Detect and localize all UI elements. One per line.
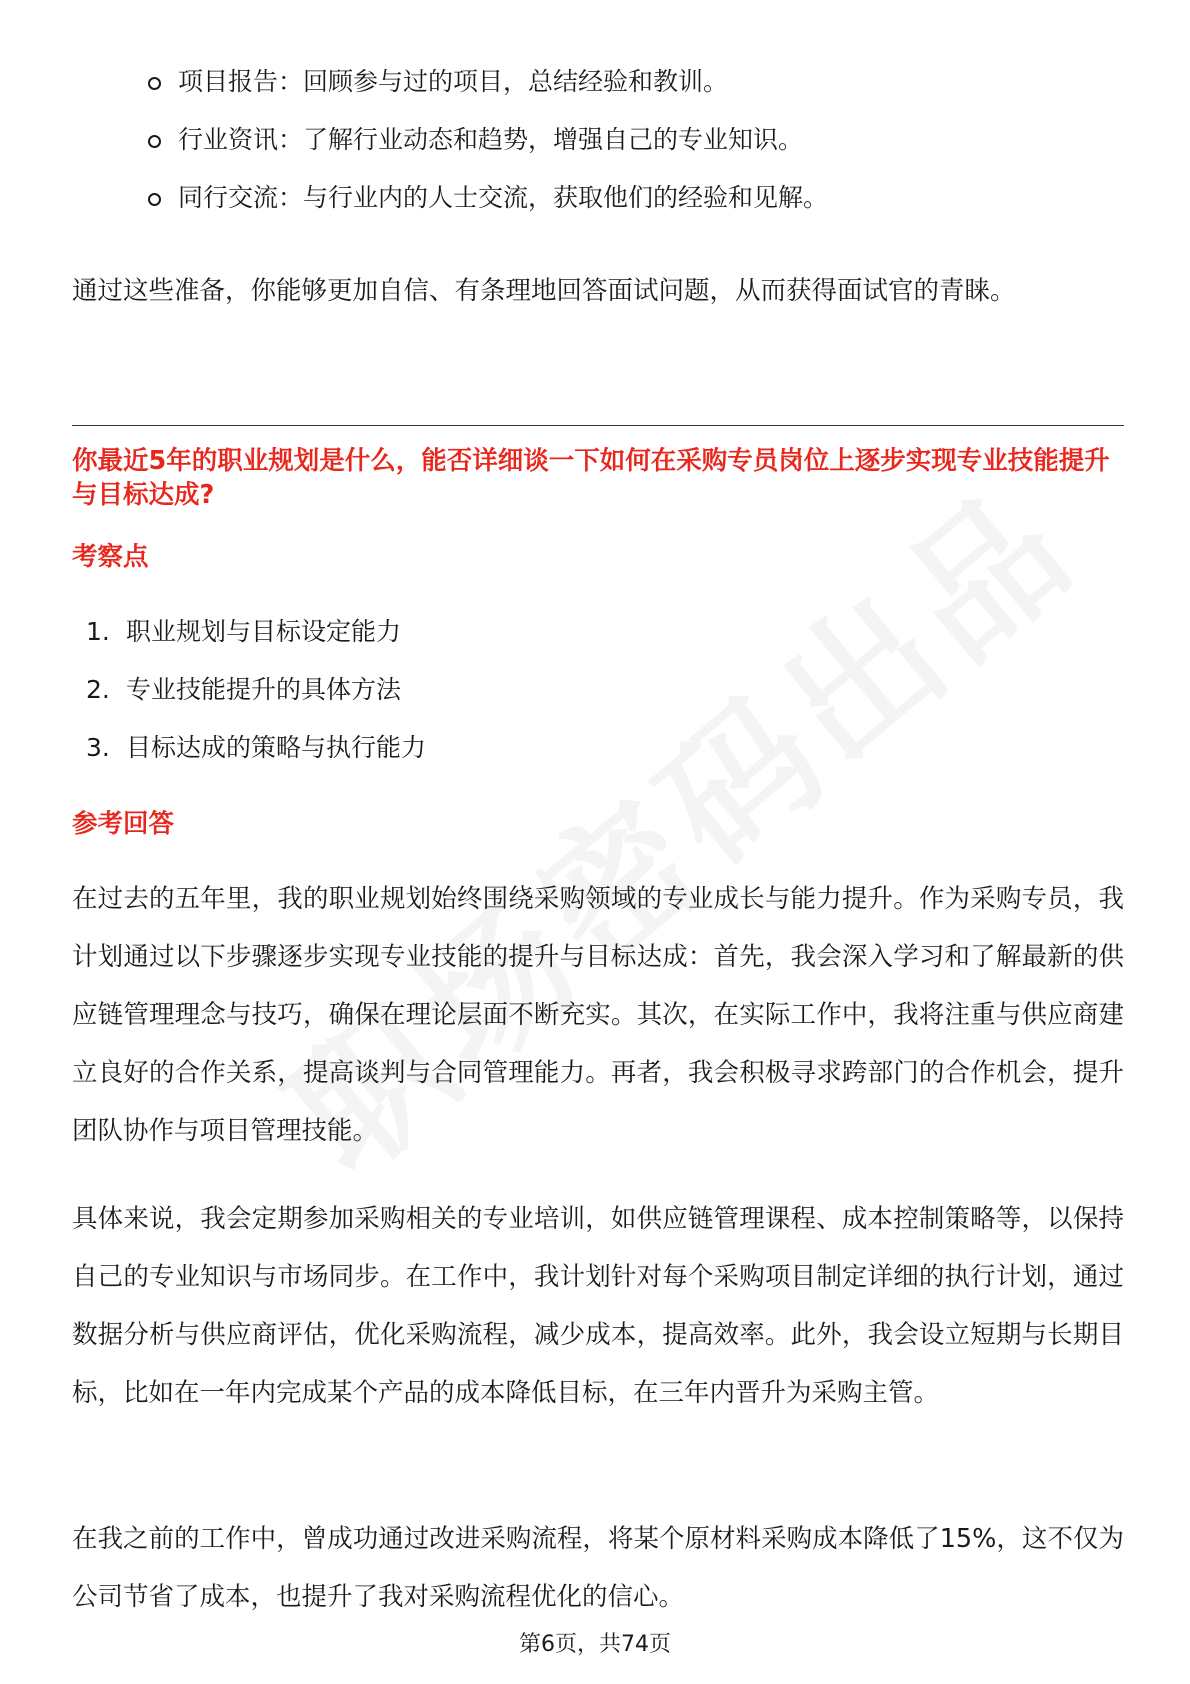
list-item: 行业资讯：了解行业动态和趋势，增强自己的专业知识。 (148, 120, 1048, 178)
list-item: 项目报告：回顾参与过的项目，总结经验和教训。 (148, 62, 1048, 120)
top-bullet-list (148, 62, 1048, 236)
bullet-circle-icon (148, 135, 161, 148)
list-item: 同行交流：与行业内的人士交流，获取他们的经验和见解。 (148, 178, 1048, 236)
intro-conclusion-paragraph: 通过这些准备，你能够更加自信、有条理地回答面试问题，从而获得面试官的青睐。 (72, 276, 1016, 306)
bullet-circle-icon (148, 77, 161, 90)
list-item: 3. 目标达成的策略与执行能力 (86, 733, 427, 762)
list-item: 1. 职业规划与目标设定能力 (86, 617, 402, 646)
question-heading: 你最近5年的职业规划是什么，能否详细谈一下如何在采购专员岗位上逐步实现专业技能提升与目标达成? (72, 446, 1110, 510)
bullet-circle-icon (148, 193, 161, 206)
focus-list (86, 612, 986, 786)
focus-section-title: 考察点 (72, 542, 149, 572)
section-divider (72, 425, 1124, 426)
answer-section-title: 参考回答 (72, 809, 175, 839)
page-footer: 第6页，共74页 (519, 1632, 671, 1657)
answer-paragraph-1: 在过去的五年里，我的职业规划始终围绕采购领域的专业成长与能力提升。作为采购专员，我计划通过以下步骤逐步实现专业技能的提升与目标达成：首先，我会深入学习和了解最新的供应链管理理念与技巧，确保在理论层面不断充实。其次，在实际工作中，我将注重与供应商建立良好的合作关系，提高谈判与合同管理能力。再者，我会积极寻求跨部门的合作机会，提升团队协作与项目管理技能。 (72, 884, 1124, 1146)
answer-paragraph-2: 具体来说，我会定期参加采购相关的专业培训，如供应链管理课程、成本控制策略等，以保持自己的专业知识与市场同步。在工作中，我计划针对每个采购项目制定详细的执行计划，通过数据分析与供应商评估，优化采购流程，减少成本，提高效率。此外，我会设立短期与长期目标，比如在一年内完成某个产品的成本降低目标，在三年内晋升为采购主管。 (72, 1204, 1124, 1408)
answer-paragraph-3: 在我之前的工作中，曾成功通过改进采购流程，将某个原材料采购成本降低了15%，这不仅为公司节省了成本，也提升了我对采购流程优化的信心。 (72, 1524, 1124, 1612)
list-item: 2. 专业技能提升的具体方法 (86, 675, 402, 704)
